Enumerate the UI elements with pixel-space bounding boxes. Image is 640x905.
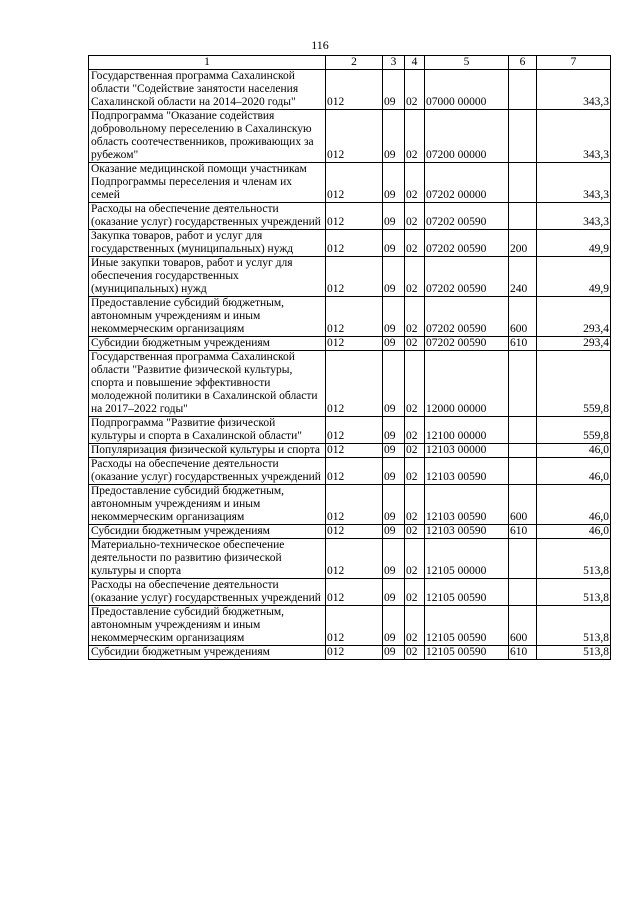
- row-target-cell: 12105 00590: [425, 646, 509, 660]
- row-target-cell: 07202 00590: [425, 203, 509, 230]
- row-code-cell: 012: [326, 70, 383, 110]
- table-row: [89, 525, 611, 539]
- row-target-cell: 07200 00000: [425, 110, 509, 163]
- row-code-cell: 012: [326, 417, 383, 444]
- row-subsection-cell: 02: [405, 230, 425, 257]
- header-cell: 3: [383, 56, 405, 70]
- row-code-cell: 012: [326, 485, 383, 525]
- row-section-cell: 09: [383, 351, 405, 417]
- row-amount-cell: 46,0: [537, 458, 611, 485]
- row-section-cell: 09: [383, 444, 405, 458]
- row-name-cell: Иные закупки товаров, работ и услуг для обеспечения государственных (муниципальных) нужд: [89, 257, 326, 297]
- row-amount-cell: 513,8: [537, 539, 611, 579]
- row-amount-cell: 343,3: [537, 70, 611, 110]
- table-row: [89, 485, 611, 525]
- row-code-cell: 012: [326, 539, 383, 579]
- budget-table: [88, 55, 611, 660]
- page-number: 116: [311, 38, 329, 52]
- row-type-cell: 200: [509, 230, 537, 257]
- header-cell: 2: [326, 56, 383, 70]
- row-code-cell: 012: [326, 351, 383, 417]
- row-target-cell: 12000 00000: [425, 351, 509, 417]
- row-section-cell: 09: [383, 257, 405, 297]
- header-cell: 4: [405, 56, 425, 70]
- row-name-cell: Закупка товаров, работ и услуг для государственных (муниципальных) нужд: [89, 230, 326, 257]
- row-subsection-cell: 02: [405, 485, 425, 525]
- row-type-cell: [509, 539, 537, 579]
- row-code-cell: 012: [326, 525, 383, 539]
- row-amount-cell: 293,4: [537, 337, 611, 351]
- row-code-cell: 012: [326, 110, 383, 163]
- row-type-cell: [509, 351, 537, 417]
- row-amount-cell: 46,0: [537, 444, 611, 458]
- table-row: [89, 257, 611, 297]
- row-name-cell: Подпрограмма "Оказание содействия добровольному переселению в Сахалинскую область соотечественников, проживающих за рубежом": [89, 110, 326, 163]
- row-section-cell: 09: [383, 70, 405, 110]
- table-row: [89, 579, 611, 606]
- table-row: [89, 297, 611, 337]
- header-cell: 5: [425, 56, 509, 70]
- row-subsection-cell: 02: [405, 579, 425, 606]
- row-type-cell: 600: [509, 485, 537, 525]
- row-section-cell: 09: [383, 297, 405, 337]
- row-section-cell: 09: [383, 606, 405, 646]
- row-subsection-cell: 02: [405, 257, 425, 297]
- row-name-cell: Государственная программа Сахалинской области "Развитие физической культуры, спорта и повышение эффективности молодежной политики в Сахалинской области на 2017–2022 годы": [89, 351, 326, 417]
- row-target-cell: 07202 00590: [425, 337, 509, 351]
- row-type-cell: [509, 110, 537, 163]
- row-type-cell: 600: [509, 606, 537, 646]
- row-target-cell: 12100 00000: [425, 417, 509, 444]
- row-type-cell: [509, 579, 537, 606]
- row-target-cell: 12103 00590: [425, 485, 509, 525]
- row-subsection-cell: 02: [405, 525, 425, 539]
- row-subsection-cell: 02: [405, 444, 425, 458]
- row-code-cell: 012: [326, 230, 383, 257]
- row-target-cell: 07202 00590: [425, 297, 509, 337]
- row-target-cell: 12105 00000: [425, 539, 509, 579]
- row-section-cell: 09: [383, 417, 405, 444]
- row-subsection-cell: 02: [405, 110, 425, 163]
- row-name-cell: Расходы на обеспечение деятельности (оказание услуг) государственных учреждений: [89, 579, 326, 606]
- table-row: [89, 230, 611, 257]
- row-subsection-cell: 02: [405, 297, 425, 337]
- row-amount-cell: 49,9: [537, 257, 611, 297]
- row-name-cell: Расходы на обеспечение деятельности (оказание услуг) государственных учреждений: [89, 458, 326, 485]
- table-row: [89, 70, 611, 110]
- row-code-cell: 012: [326, 257, 383, 297]
- row-type-cell: 600: [509, 297, 537, 337]
- row-subsection-cell: 02: [405, 646, 425, 660]
- row-type-cell: 610: [509, 646, 537, 660]
- row-amount-cell: 513,8: [537, 646, 611, 660]
- header-cell: 7: [537, 56, 611, 70]
- table-row: [89, 539, 611, 579]
- row-code-cell: 012: [326, 203, 383, 230]
- row-name-cell: Подпрограмма "Развитие физической культуры и спорта в Сахалинской области": [89, 417, 326, 444]
- table-row: [89, 351, 611, 417]
- row-name-cell: Оказание медицинской помощи участникам Подпрограммы переселения и членам их семей: [89, 163, 326, 203]
- row-subsection-cell: 02: [405, 417, 425, 444]
- row-subsection-cell: 02: [405, 458, 425, 485]
- row-type-cell: [509, 163, 537, 203]
- row-type-cell: [509, 444, 537, 458]
- row-code-cell: 012: [326, 646, 383, 660]
- row-type-cell: [509, 203, 537, 230]
- row-amount-cell: 46,0: [537, 525, 611, 539]
- table-row: [89, 646, 611, 660]
- row-section-cell: 09: [383, 337, 405, 351]
- row-target-cell: 12103 00590: [425, 458, 509, 485]
- row-code-cell: 012: [326, 163, 383, 203]
- table-row: [89, 110, 611, 163]
- row-section-cell: 09: [383, 646, 405, 660]
- row-section-cell: 09: [383, 203, 405, 230]
- row-name-cell: Предоставление субсидий бюджетным, автономным учреждениям и иным некоммерческим организациям: [89, 485, 326, 525]
- table-row: [89, 337, 611, 351]
- table-body: [89, 70, 611, 660]
- row-amount-cell: 559,8: [537, 417, 611, 444]
- row-name-cell: Субсидии бюджетным учреждениям: [89, 646, 326, 660]
- row-name-cell: Материально-техническое обеспечение деятельности по развитию физической культуры и спорта: [89, 539, 326, 579]
- table-row: [89, 163, 611, 203]
- row-target-cell: 07202 00000: [425, 163, 509, 203]
- row-code-cell: 012: [326, 458, 383, 485]
- row-name-cell: Популяризация физической культуры и спорта: [89, 444, 326, 458]
- row-type-cell: [509, 458, 537, 485]
- row-name-cell: Субсидии бюджетным учреждениям: [89, 525, 326, 539]
- table-row: [89, 444, 611, 458]
- row-subsection-cell: 02: [405, 337, 425, 351]
- row-target-cell: 12105 00590: [425, 606, 509, 646]
- row-name-cell: Предоставление субсидий бюджетным, автономным учреждениям и иным некоммерческим организациям: [89, 297, 326, 337]
- row-section-cell: 09: [383, 163, 405, 203]
- row-type-cell: 610: [509, 337, 537, 351]
- table-row: [89, 606, 611, 646]
- header-cell: 6: [509, 56, 537, 70]
- row-subsection-cell: 02: [405, 203, 425, 230]
- row-subsection-cell: 02: [405, 163, 425, 203]
- row-target-cell: 12105 00590: [425, 579, 509, 606]
- row-type-cell: [509, 417, 537, 444]
- row-amount-cell: 293,4: [537, 297, 611, 337]
- row-amount-cell: 46,0: [537, 485, 611, 525]
- row-target-cell: 07000 00000: [425, 70, 509, 110]
- row-section-cell: 09: [383, 525, 405, 539]
- row-amount-cell: 343,3: [537, 203, 611, 230]
- row-code-cell: 012: [326, 606, 383, 646]
- row-amount-cell: 513,8: [537, 579, 611, 606]
- row-code-cell: 012: [326, 579, 383, 606]
- row-subsection-cell: 02: [405, 351, 425, 417]
- row-name-cell: Расходы на обеспечение деятельности (оказание услуг) государственных учреждений: [89, 203, 326, 230]
- row-section-cell: 09: [383, 458, 405, 485]
- row-name-cell: Государственная программа Сахалинской области "Содействие занятости населения Сахалинской области на 2014–2020 годы": [89, 70, 326, 110]
- row-section-cell: 09: [383, 485, 405, 525]
- row-subsection-cell: 02: [405, 539, 425, 579]
- row-section-cell: 09: [383, 110, 405, 163]
- row-subsection-cell: 02: [405, 606, 425, 646]
- row-code-cell: 012: [326, 297, 383, 337]
- header-row: [89, 56, 611, 70]
- row-subsection-cell: 02: [405, 70, 425, 110]
- row-amount-cell: 513,8: [537, 606, 611, 646]
- row-amount-cell: 559,8: [537, 351, 611, 417]
- row-target-cell: 07202 00590: [425, 257, 509, 297]
- row-section-cell: 09: [383, 579, 405, 606]
- table-row: [89, 417, 611, 444]
- table-row: [89, 203, 611, 230]
- table-row: [89, 458, 611, 485]
- row-type-cell: 610: [509, 525, 537, 539]
- row-amount-cell: 343,3: [537, 163, 611, 203]
- row-name-cell: Субсидии бюджетным учреждениям: [89, 337, 326, 351]
- row-section-cell: 09: [383, 539, 405, 579]
- row-target-cell: 12103 00590: [425, 525, 509, 539]
- row-name-cell: Предоставление субсидий бюджетным, автономным учреждениям и иным некоммерческим организациям: [89, 606, 326, 646]
- row-code-cell: 012: [326, 444, 383, 458]
- row-code-cell: 012: [326, 337, 383, 351]
- row-target-cell: 12103 00000: [425, 444, 509, 458]
- header-cell: 1: [89, 56, 326, 70]
- row-section-cell: 09: [383, 230, 405, 257]
- row-amount-cell: 343,3: [537, 110, 611, 163]
- row-amount-cell: 49,9: [537, 230, 611, 257]
- row-type-cell: [509, 70, 537, 110]
- row-target-cell: 07202 00590: [425, 230, 509, 257]
- row-type-cell: 240: [509, 257, 537, 297]
